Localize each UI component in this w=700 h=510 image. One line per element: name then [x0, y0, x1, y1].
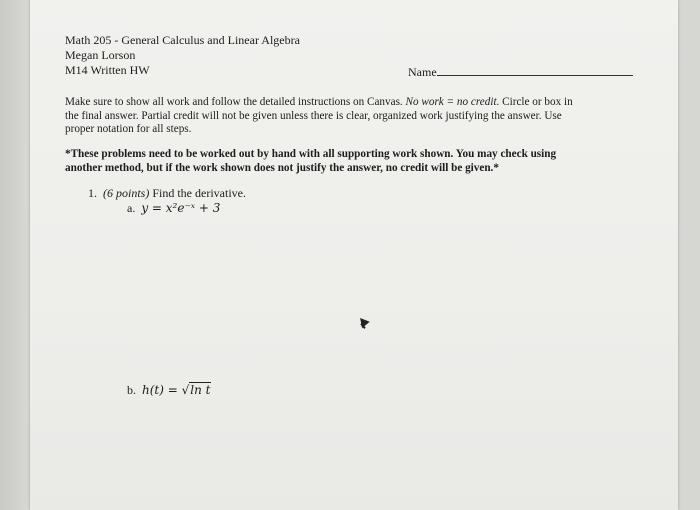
part-b-lhs: h(t) = √ — [142, 383, 190, 397]
notice-paragraph — [65, 148, 645, 175]
student-name: Megan Lorson — [65, 48, 136, 62]
part-b — [127, 383, 211, 397]
problem1-number: 1. — [88, 186, 97, 200]
problem1-prompt: Find the derivative. — [152, 186, 246, 200]
instructions-line1: Make sure to show all work and follow the detailed instructions on Canvas. — [65, 96, 403, 108]
name-label: Name — [408, 65, 437, 79]
instructions-line1-tail: Circle or box in — [502, 96, 573, 108]
worksheet-page — [30, 0, 678, 510]
name-blank-line[interactable] — [437, 75, 633, 76]
part-a-expression: y = x²e⁻ˣ + 3 — [141, 201, 221, 215]
scan-left-edge — [0, 0, 30, 510]
instructions-line3: proper notation for all steps. — [65, 123, 192, 135]
assignment-title: M14 Written HW — [65, 63, 150, 77]
problem1-heading — [88, 186, 246, 200]
instructions-paragraph — [65, 96, 625, 137]
notice-line2: another method, but if the work shown does not justify the answer, no credit will be given.* — [65, 161, 499, 174]
problem1-points: (6 points) — [103, 186, 150, 200]
part-b-label: b. — [127, 383, 136, 397]
part-b-radicand: ln t — [190, 383, 211, 397]
part-a-label: a. — [127, 201, 136, 215]
course-title: Math 205 - General Calculus and Linear Algebra — [65, 33, 300, 47]
no-work-note: No work = no credit. — [405, 96, 500, 108]
notice-line1: *These problems need to be worked out by hand with all supporting work shown. You may check using — [65, 148, 557, 160]
instructions-line2: the final answer. Partial credit will not be given unless there is clear, organized work justifying the answer. Use — [65, 109, 562, 122]
part-a — [127, 201, 220, 215]
